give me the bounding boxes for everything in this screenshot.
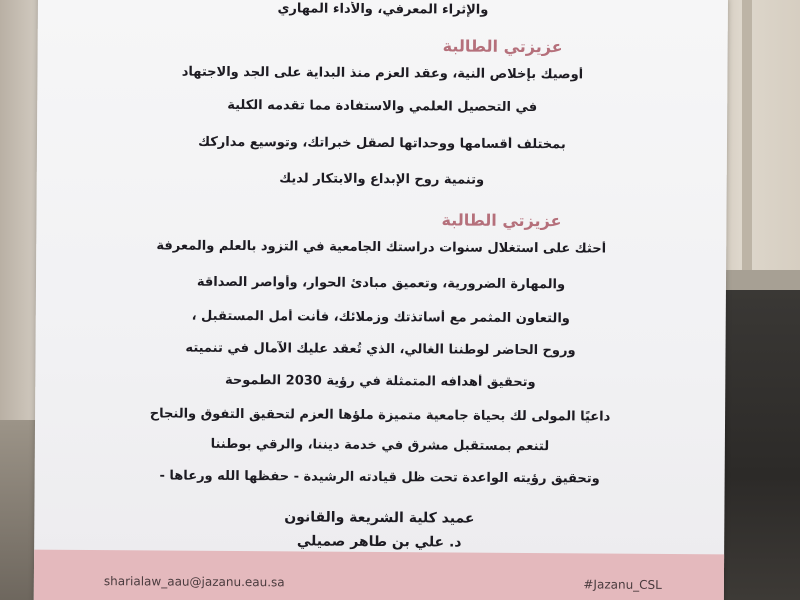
section1-line-2: في التحصيل العلمي والاستفادة مما تقدمه الكلية [227, 97, 538, 116]
section2-line-5: وتحقيق أهدافه المتمثلة في رؤية 2030 الطموحة [224, 372, 536, 391]
top-fragment: والإثراء المعرفي، والأداء المهاري [277, 1, 489, 18]
signature-name: د. علي بن طاهر صميلي [296, 533, 462, 551]
section2-line-4: وروح الحاضر لوطننا الغالي، الذي تُعقد عليك الآمال في تنميته [185, 340, 576, 359]
footer-band [34, 550, 724, 600]
section1-heading: عزيزتي الطالبة [442, 36, 563, 57]
section2-line-2: والمهارة الضرورية، وتعميق مبادئ الحوار، وأواصر الصداقة [196, 274, 566, 293]
section2-heading: عزيزتي الطالبة [441, 210, 562, 231]
section2-line-8: وتحقيق رؤيته الواعدة تحت ظل قيادته الرشيدة - حفظها الله ورعاها - [159, 468, 600, 487]
poster-content [34, 0, 728, 600]
section1-line-4: وتنمية روح الإبداع والابتكار لديك [279, 171, 485, 188]
section2-line-7: لتنعم بمستقبل مشرق في خدمة ديننا، والرقي بوطننا [210, 436, 550, 455]
section2-line-3: والتعاون المثمر مع أساتذتك وزملائك، فأنت أمل المستقبل ، [191, 308, 570, 327]
poster [34, 0, 728, 600]
section1-line-3: بمختلف أقسامها ووحداتها لصقل خبراتك، وتوسيع مداركك [198, 134, 566, 153]
footer-hashtag: #Jazanu_CSL [583, 577, 662, 592]
section2-line-6: داعيًا المولى لك بحياة جامعية متميزة ملؤها العزم لتحقيق التفوق والنجاح [149, 406, 611, 425]
footer-email: sharialaw_aau@jazanu.eau.sa [103, 574, 285, 590]
signature-title: عميد كلية الشريعة والقانون [284, 509, 475, 527]
door-frame [742, 0, 752, 290]
section2-line-1: أحثك على استغلال سنوات دراستك الجامعية في التزود بالعلم والمعرفة [156, 238, 607, 257]
section1-line-1: أوصيك بإخلاص النية، وعقد العزم منذ البداية على الجد والاجتهاد [181, 64, 584, 83]
